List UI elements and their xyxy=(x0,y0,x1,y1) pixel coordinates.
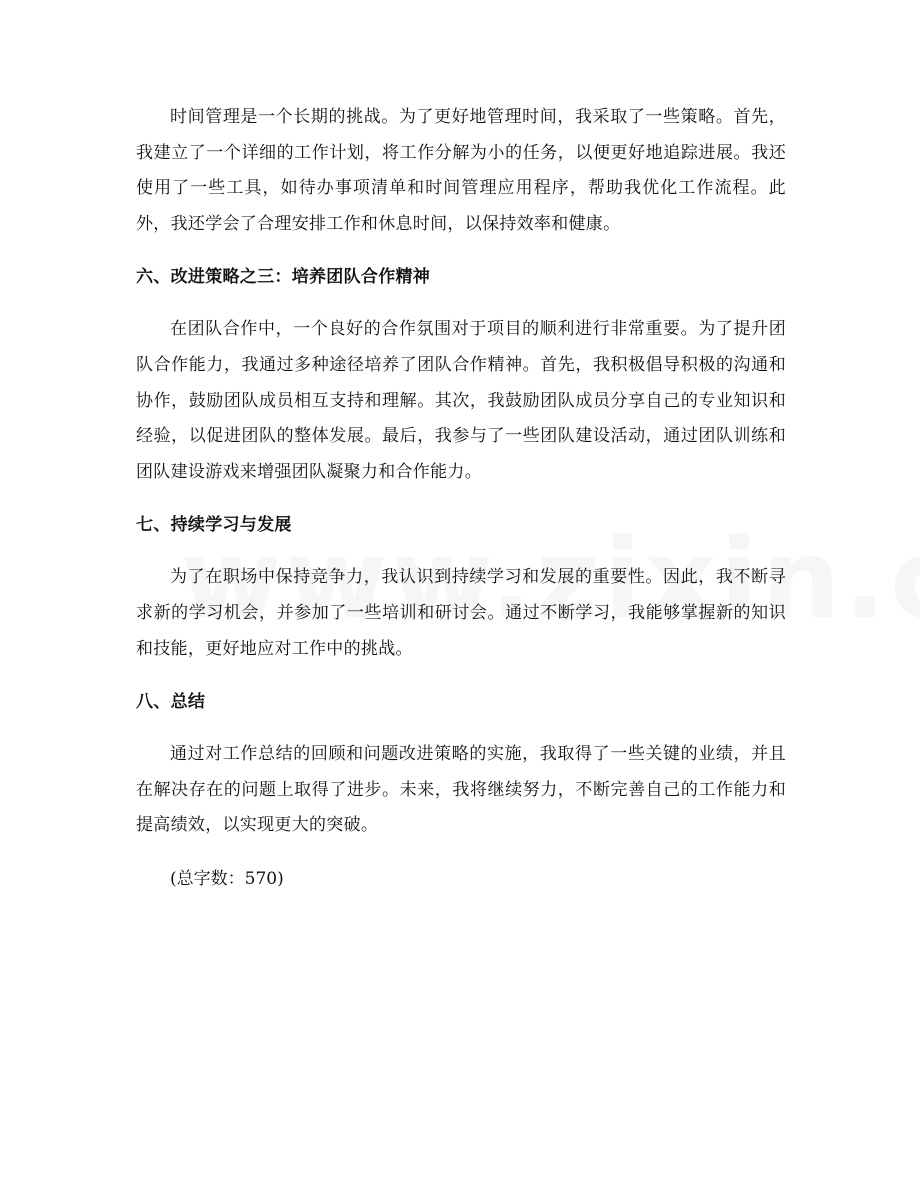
paragraph-time-management: 时间管理是一个长期的挑战。为了更好地管理时间，我采取了一些策略。首先，我建立了一个详细的工作计划，将工作分解为小的任务，以便更好地追踪进展。我还使用了一些工具，如待办事项清单和时间管理应用程序，帮助我优化工作流程。此外，我还学会了合理安排工作和休息时间，以保持效率和健康。 xyxy=(136,107,786,234)
heading-section-7: 七、持续学习与发展 xyxy=(136,515,292,536)
word-count: (总字数：570) xyxy=(170,868,284,889)
paragraph-teamwork: 在团队合作中，一个良好的合作氛围对于项目的顺利进行非常重要。为了提升团队合作能力，我通过多种途径培养了团队合作精神。首先，我积极倡导积极的沟通和协作，鼓励团队成员相互支持和理解。其次，我鼓励团队成员分享自己的专业知识和经验，以促进团队的整体发展。最后，我参与了一些团队建设活动，通过团队训练和团队建设游戏来增强团队凝聚力和合作能力。 xyxy=(136,319,786,482)
heading-section-6: 六、改进策略之三：培养团队合作精神 xyxy=(136,267,431,288)
document-body xyxy=(136,100,786,894)
paragraph-summary: 通过对工作总结的回顾和问题改进策略的实施，我取得了一些关键的业绩，并且在解决存在的问题上取得了进步。未来，我将继续努力，不断完善自己的工作能力和提高绩效，以实现更大的突破。 xyxy=(136,744,786,836)
heading-section-8: 八、总结 xyxy=(136,692,206,713)
paragraph-learning: 为了在职场中保持竞争力，我认识到持续学习和发展的重要性。因此，我不断寻求新的学习机会，并参加了一些培训和研讨会。通过不断学习，我能够掌握新的知识和技能，更好地应对工作中的挑战。 xyxy=(136,567,786,659)
